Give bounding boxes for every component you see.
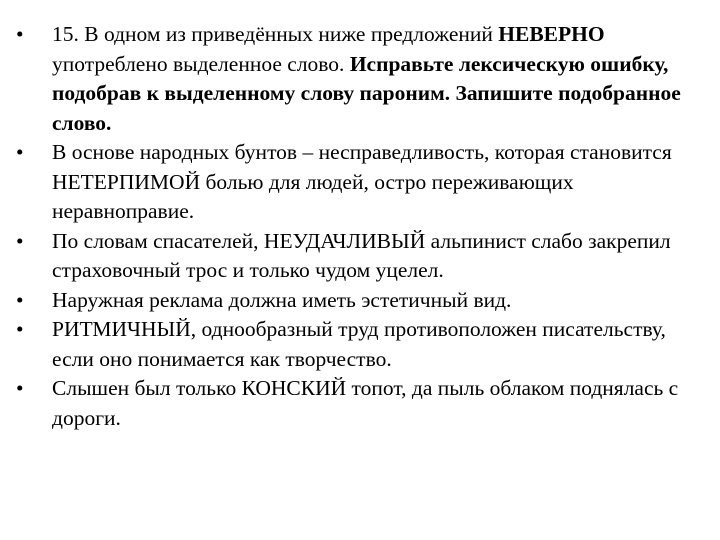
task-emphasis-nevero: НЕВЕРНО xyxy=(498,22,605,46)
bullet-marker: • xyxy=(16,376,24,400)
sentence-text: По словам спасателей, НЕУДАЧЛИВЫЙ альпинист слабо закрепил страховочный трос и только чудом уцелел. xyxy=(52,228,671,282)
sentence-text: РИТМИЧНЫЙ, однообразный труд противоположен писательству, если оно понимается как творчество. xyxy=(52,317,666,371)
sentence-text: В основе народных бунтов – несправедливость, которая становится НЕТЕРПИМОЙ болью для людей, остро переживающих неравноправие. xyxy=(52,140,672,223)
task-text-part: 15. В одном из приведённых ниже предложений xyxy=(52,22,499,46)
list-item-sentence xyxy=(16,227,706,286)
sentence-text: Слышен был только КОНСКИЙ топот, да пыль облаком поднялась с дороги. xyxy=(52,376,679,430)
bullet-marker: • xyxy=(16,228,24,253)
list-item-sentence xyxy=(16,138,706,227)
task-instruction: Исправьте лексическую ошибку, подобрав к выделенному слову пароним. Запишите подобранное слово. xyxy=(52,51,681,135)
list-item-sentence xyxy=(16,315,706,374)
task-text-part: употреблено выделенное слово. xyxy=(52,51,350,76)
list-item-sentence xyxy=(16,374,706,433)
bullet-marker: • xyxy=(16,287,24,312)
bullet-list xyxy=(16,20,706,433)
list-item-task xyxy=(16,20,706,138)
bullet-marker: • xyxy=(16,22,24,46)
bullet-marker: • xyxy=(16,317,24,341)
sentence-text: Наружная реклама должна иметь эстетичный вид. xyxy=(52,287,512,312)
list-item-sentence xyxy=(16,286,706,316)
bullet-marker: • xyxy=(16,140,24,164)
